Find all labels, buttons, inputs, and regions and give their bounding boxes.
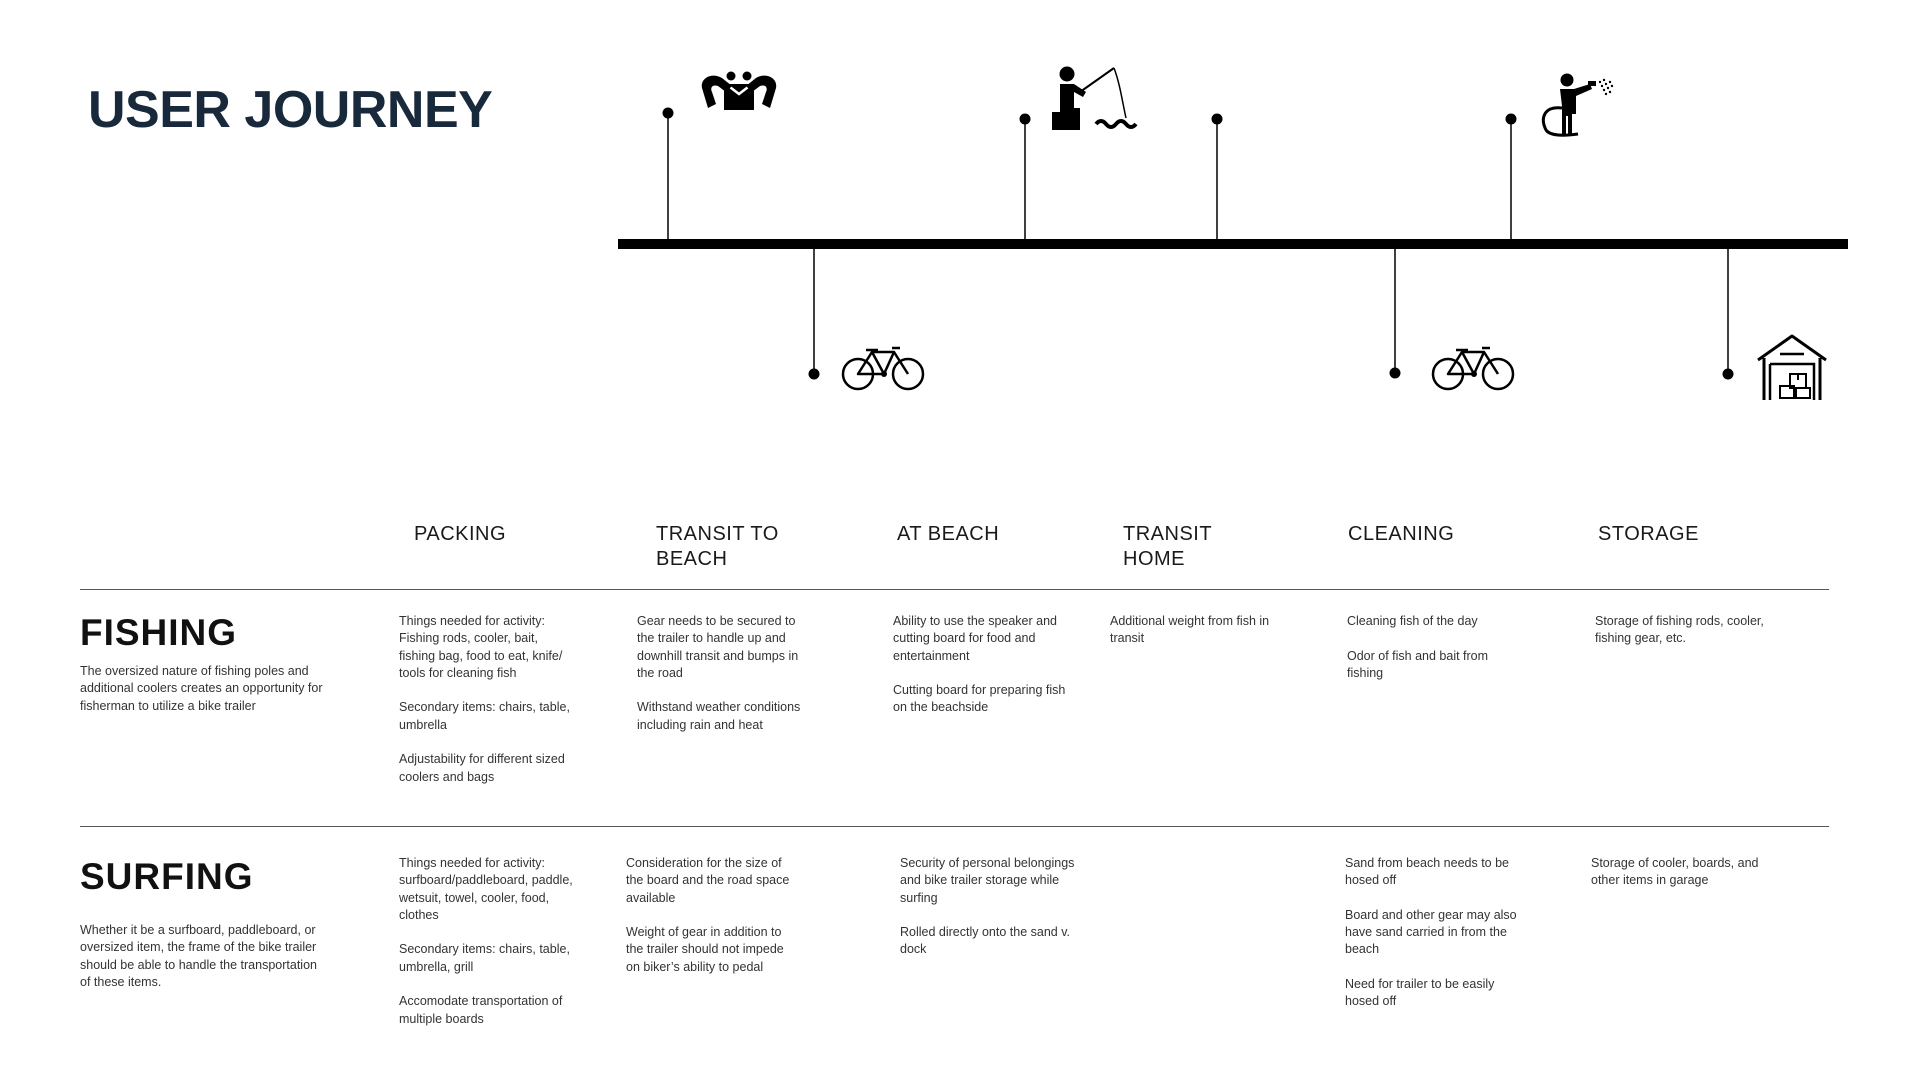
page-title: USER JOURNEY — [88, 81, 493, 139]
hands-carrying-box-icon — [702, 72, 776, 111]
cell-fishing-transit-home — [1110, 613, 1285, 665]
journey-timeline — [0, 0, 1920, 430]
cell-note: Ability to use the speaker and cutting board for food and entertainment — [893, 614, 1057, 663]
cell-surfing-transit-to-beach — [626, 855, 801, 993]
person-fishing-icon — [1052, 67, 1136, 131]
timeline-pin-storage — [1723, 249, 1734, 380]
cell-note: Things needed for activity: surfboard/paddleboard, paddle, wetsuit, towel, cooler, food, clothes — [399, 856, 573, 922]
cell-surfing-packing — [399, 855, 574, 1045]
cell-note: Storage of fishing rods, cooler, fishing gear, etc. — [1595, 614, 1764, 646]
cell-note: Withstand weather conditions including rain and heat — [637, 700, 801, 732]
category-description-fishing: The oversized nature of fishing poles and additional coolers creates an opportunity for fisherman to utilize a bike trailer — [80, 664, 323, 713]
cell-note: Rolled directly onto the sand v. dock — [900, 925, 1071, 957]
stage-at-beach: AT BEACH — [897, 523, 1000, 545]
category-description-surfing: Whether it be a surfboard, paddleboard, or oversized item, the frame of the bike trailer should be able to handle the transportation of these items. — [80, 923, 317, 989]
divider-fishing — [80, 589, 1829, 590]
cell-note: Adjustability for different sized coolers and bags — [399, 752, 565, 784]
cell-fishing-at-beach — [893, 613, 1068, 734]
cell-note: Accomodate transportation of multiple boards — [399, 994, 563, 1026]
cell-note: Gear needs to be secured to the trailer to handle up and downhill transit and bumps in the road — [637, 614, 799, 680]
cell-note: Consideration for the size of the board and the road space available — [626, 856, 790, 905]
cell-note: Things needed for activity: Fishing rods, cooler, bait, fishing bag, food to eat, knife/ tools for cleaning fish — [399, 614, 563, 680]
category-name-fishing: FISHING — [80, 612, 238, 653]
timeline-pin-transit-home — [1390, 249, 1401, 379]
cell-fishing-cleaning — [1347, 613, 1522, 699]
cell-note: Odor of fish and bait from fishing — [1347, 648, 1489, 680]
cell-fishing-packing — [399, 613, 574, 803]
timeline-pin-transit-to-beach — [809, 249, 820, 380]
stage-packing: PACKING — [414, 523, 507, 545]
stage-transit-home: TRANSIT HOME — [1123, 523, 1213, 570]
person-hosing-icon — [1543, 74, 1613, 136]
cell-note: Secondary items: chairs, table, umbrella — [399, 700, 570, 732]
cell-note: Sand from beach needs to be hosed off — [1345, 856, 1510, 888]
cell-note: Storage of cooler, boards, and other items in garage — [1591, 856, 1759, 888]
cell-surfing-at-beach — [900, 855, 1075, 976]
cell-note: Security of personal belongings and bike trailer storage while surfing — [900, 856, 1075, 905]
stage-transit-to-beach: TRANSIT TO BEACH — [656, 523, 779, 570]
timeline-pin-cleaning — [1506, 114, 1517, 240]
stage-cleaning: CLEANING — [1348, 523, 1455, 545]
timeline-pin-packing — [663, 108, 674, 240]
category-name-surfing: SURFING — [80, 856, 254, 897]
cell-note: Secondary items: chairs, table, umbrella, grill — [399, 942, 570, 974]
cell-note: Cutting board for preparing fish on the beachside — [893, 683, 1066, 715]
cell-fishing-transit-to-beach — [637, 613, 812, 751]
cell-surfing-storage — [1591, 855, 1766, 907]
cell-note: Weight of gear in addition to the trailer should not impede on biker’s ability to pedal — [626, 925, 784, 974]
stage-storage: STORAGE — [1598, 523, 1699, 545]
bicycle-icon — [843, 348, 923, 389]
timeline-axis — [618, 239, 1848, 249]
timeline-pin-marker — [1212, 114, 1223, 240]
cell-fishing-storage — [1595, 613, 1770, 665]
cell-note: Additional weight from fish in transit — [1110, 614, 1270, 646]
cell-note: Need for trailer to be easily hosed off — [1345, 977, 1495, 1009]
cell-note: Board and other gear may also have sand carried in from the beach — [1345, 907, 1517, 957]
cell-surfing-cleaning — [1345, 855, 1520, 1028]
divider-surfing — [80, 826, 1829, 827]
timeline-pin-at-beach — [1020, 114, 1031, 240]
cell-note: Cleaning fish of the day — [1347, 614, 1478, 628]
garage-icon — [1758, 336, 1826, 400]
bicycle-icon — [1433, 348, 1513, 389]
